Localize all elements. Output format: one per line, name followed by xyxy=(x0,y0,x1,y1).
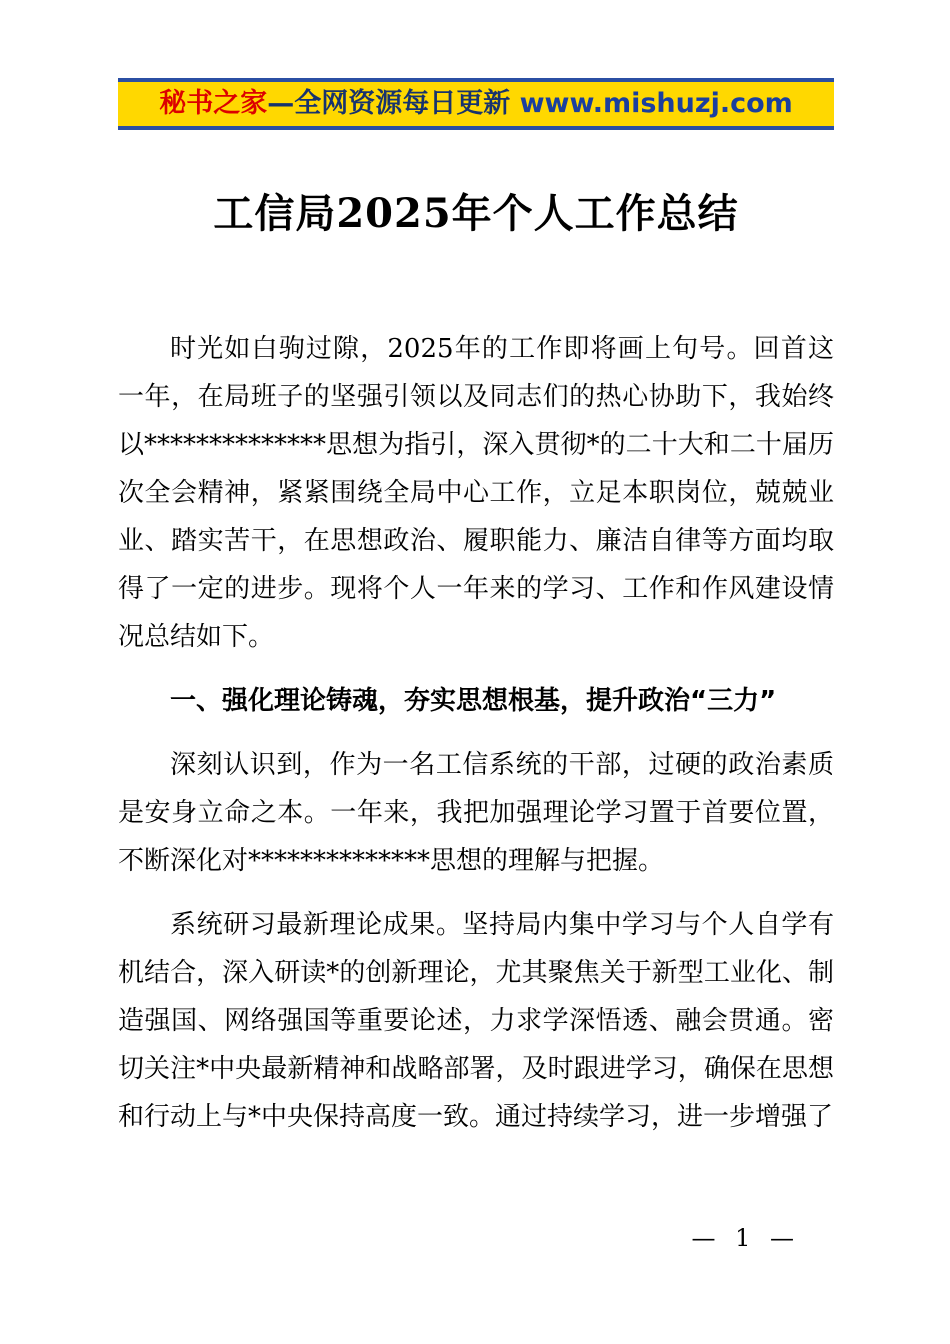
document-title: 工信局2025年个人工作总结 xyxy=(213,190,739,237)
banner-tagline: —全网资源每日更新 xyxy=(267,88,520,119)
paragraph-2: 深刻认识到，作为一名工信系统的干部，过硬的政治素质是安身立命之本。一年来，我把加强理论学习置于首要位置，不断深化对**************思想的理解与把握。 xyxy=(118,750,834,876)
paragraph-3: 系统研习最新理论成果。坚持局内集中学习与个人自学有机结合，深入研读*的创新理论，尤其聚焦关于新型工业化、制造强国、网络强国等重要论述，力求学深悟透、融会贯通。密切关注*中央最新精神和战略部署，及时跟进学习，确保在思想和行动上与*中央保持高度一致。通过持续学习，进一步增强了 xyxy=(118,910,834,1132)
document-body xyxy=(118,325,834,1141)
banner-url-link[interactable]: www.mishuzj.com xyxy=(519,88,793,119)
paragraph-intro: 时光如白驹过隙，2025年的工作即将画上句号。回首这一年，在局班子的坚强引领以及同志们的热心协助下，我始终以**************思想为指引，深入贯彻*的二十大和二十届历次全会精神，紧紧围绕全局中心工作，立足本职岗位，兢兢业业、踏实苦干，在思想政治、履职能力、廉洁自律等方面均取得了一定的进步。现将个人一年来的学习、工作和作风建设情况总结如下。 xyxy=(118,334,834,652)
site-name: 秘书之家 xyxy=(159,88,268,119)
site-banner xyxy=(118,78,834,130)
section-heading-1: 一、强化理论铸魂，夯实思想根基，提升政治“三力” xyxy=(170,686,777,716)
page-number: — 1 — xyxy=(691,1224,800,1252)
